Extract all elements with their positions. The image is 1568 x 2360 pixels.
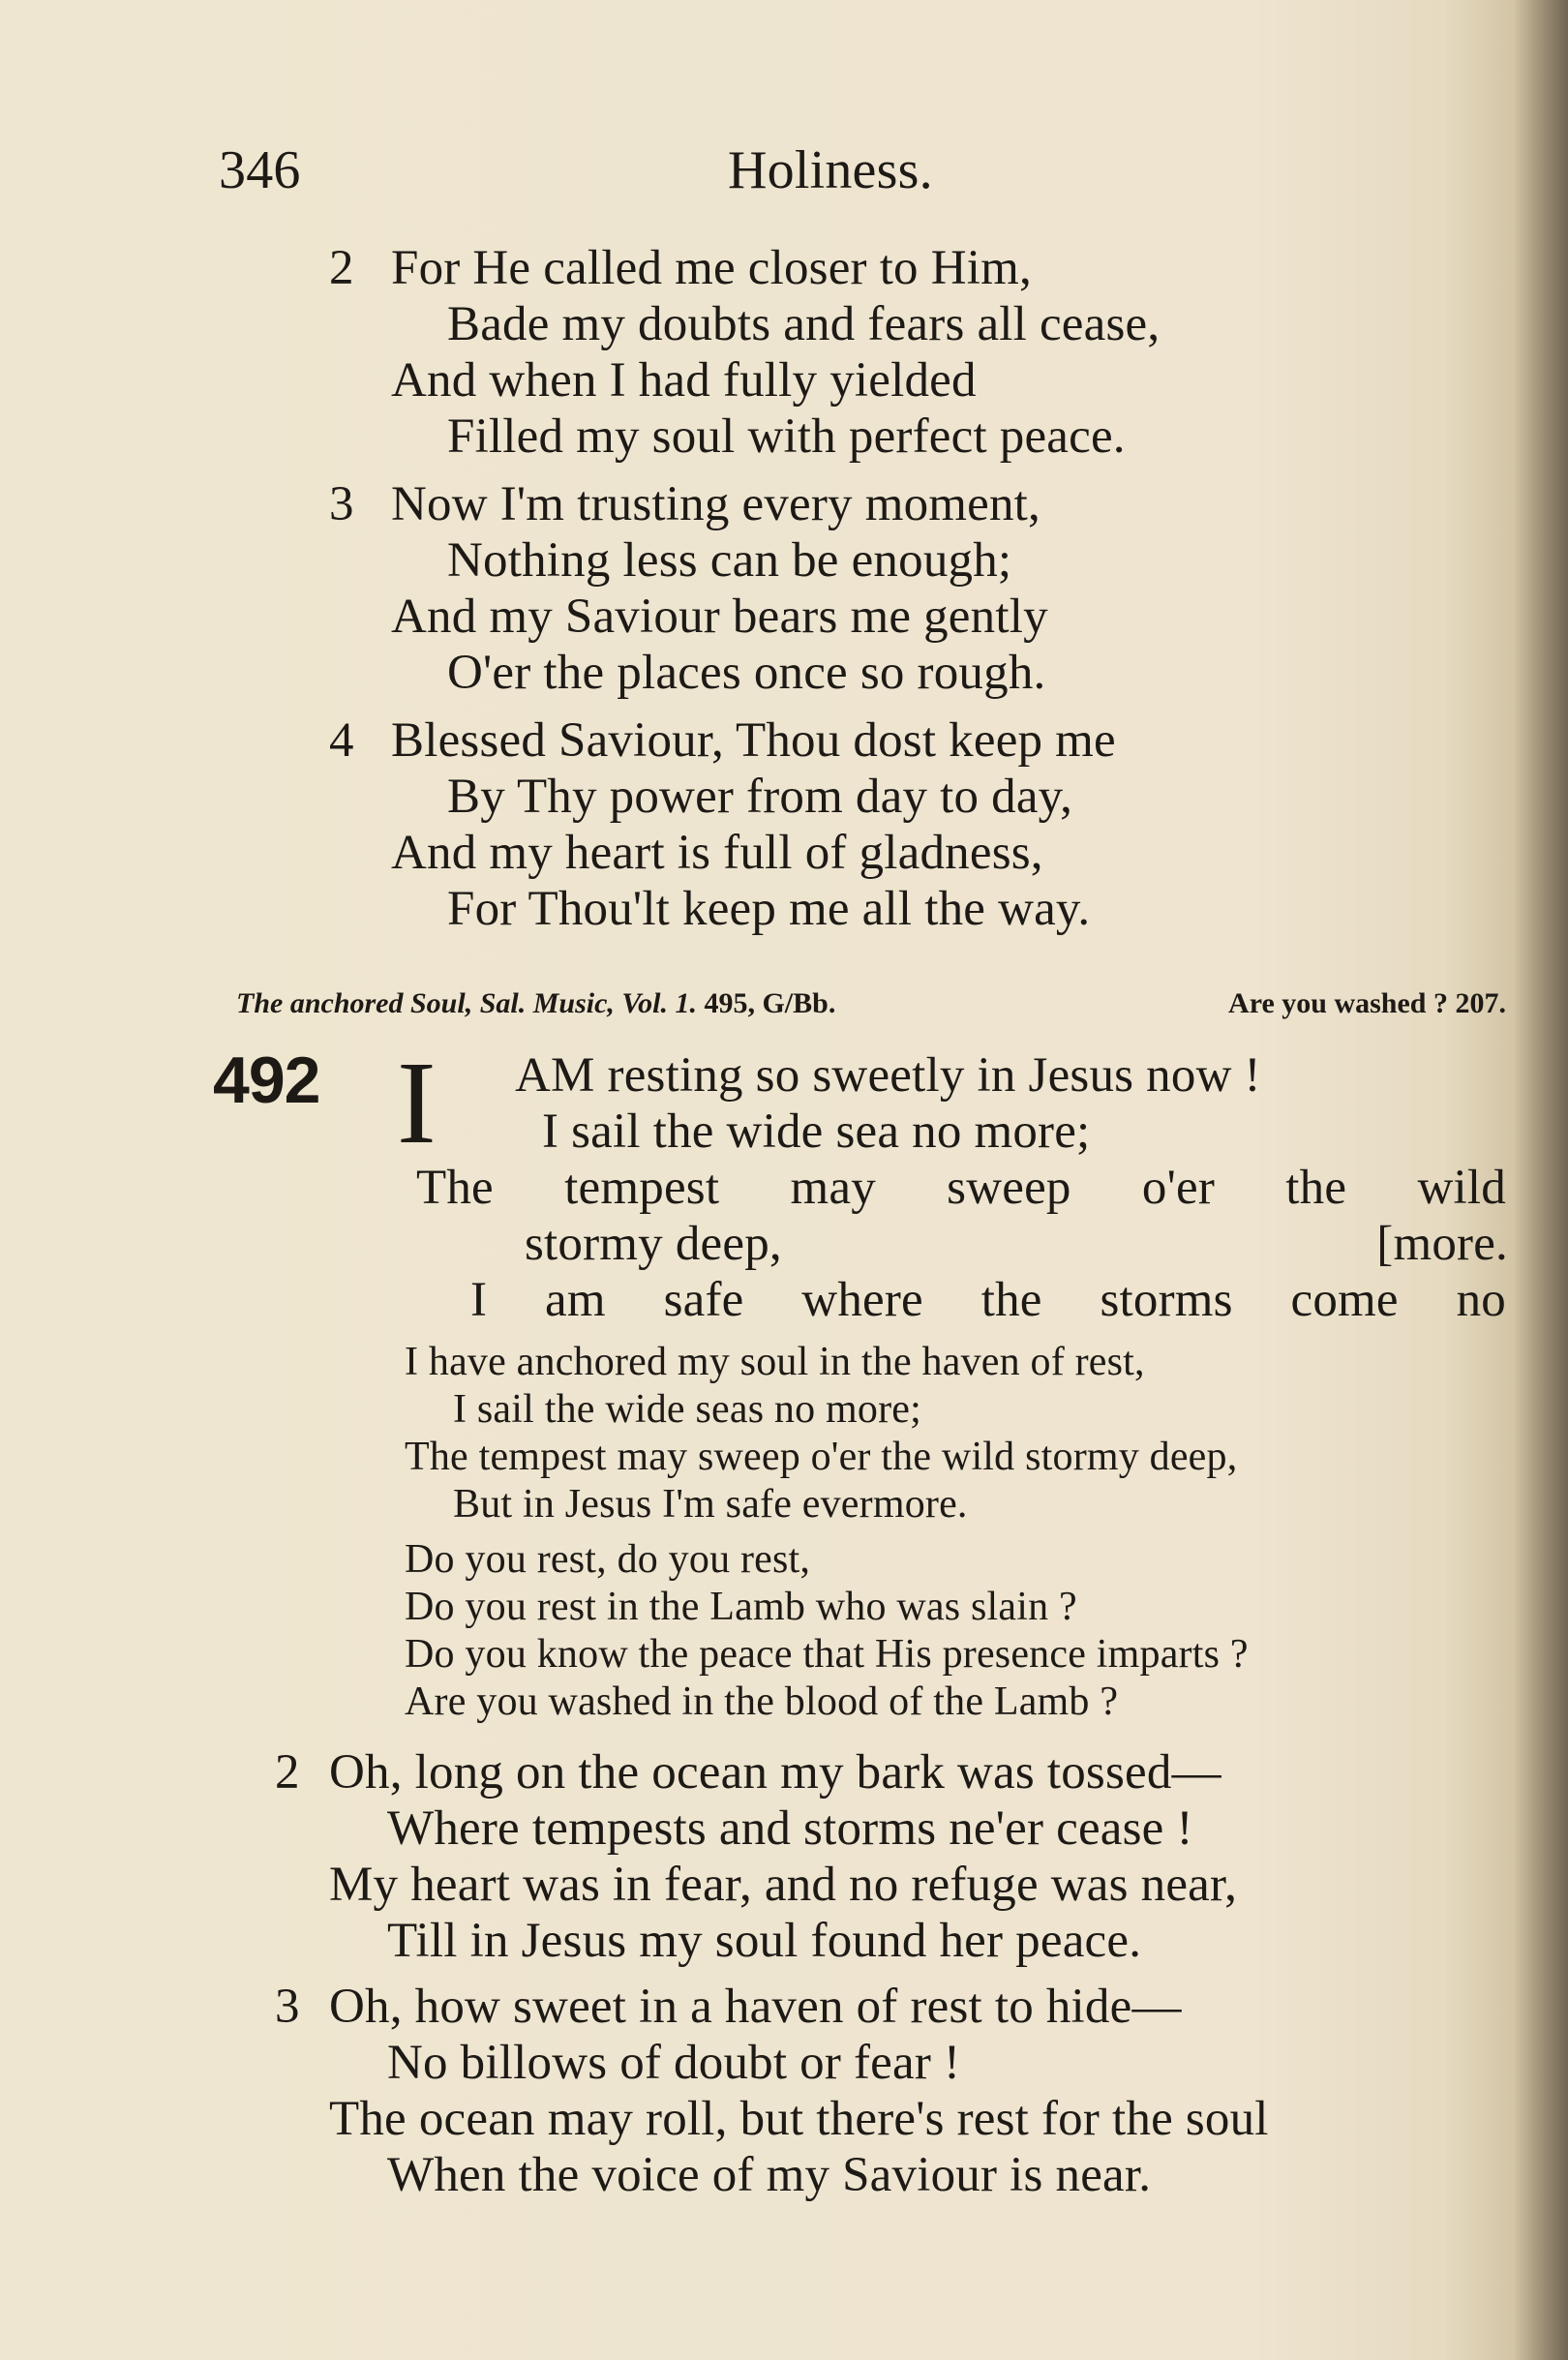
verse-line: Oh, long on the ocean my bark was tossed— [329,1745,1221,1800]
word: o'er [1141,1161,1216,1215]
verse-line-justified [416,1161,1506,1215]
verse-number: 3 [329,477,354,531]
word: storms [1100,1273,1233,1327]
verse-line: My heart was in fear, and no refuge was near, [329,1858,1238,1912]
verse-line: Oh, how sweet in a haven of rest to hide— [329,1980,1182,2034]
verse-line: No billows of doubt or fear ! [387,2036,961,2090]
running-title: Holiness. [728,140,933,200]
verse-line: And my Saviour bears me gently [391,590,1048,644]
chorus-line: I sail the wide seas no more; [453,1387,922,1432]
verse-number: 4 [329,713,354,768]
word: the [1285,1161,1347,1215]
chorus-line: But in Jesus I'm safe evermore. [453,1482,968,1527]
verse-line: For Thou'lt keep me all the way. [447,882,1091,936]
hymn-number: 492 [213,1044,320,1117]
verse-line: O'er the places once so rough. [447,646,1046,700]
refrain-line: Are you washed in the blood of the Lamb ? [405,1679,1119,1724]
word: safe [663,1273,744,1327]
word: no [1456,1273,1506,1327]
word: am [545,1273,606,1327]
page-number: 346 [219,140,301,200]
tune-line [236,989,1506,1018]
verse-line: Nothing less can be enough; [447,533,1012,588]
tune-number: 495, G/Bb. [704,987,836,1019]
drop-cap: I [397,1038,437,1168]
word: The [416,1161,494,1215]
word: sweep [947,1161,1071,1215]
word: may [790,1161,876,1215]
verse-line-justified [470,1273,1506,1327]
verse-line: Till in Jesus my soul found her peace. [387,1914,1142,1968]
word: come [1290,1273,1399,1327]
verse-line: AM resting so sweetly in Jesus now ! [515,1048,1261,1103]
verse-line: Where tempests and storms ne'er cease ! [387,1801,1193,1856]
refrain-line: Do you rest, do you rest, [405,1537,811,1582]
chorus-line: I have anchored my soul in the haven of rest, [405,1340,1145,1384]
refrain-line: Do you know the peace that His presence imparts ? [405,1632,1249,1677]
verse-number: 3 [275,1980,300,2034]
verse-number: 2 [275,1745,300,1800]
tune-title: The anchored Soul, [236,987,473,1019]
word: I [470,1273,488,1327]
word: the [980,1273,1042,1327]
verse-line: The ocean may roll, but there's rest for the soul [329,2092,1269,2146]
verse-line: stormy deep, [525,1217,782,1271]
tune-source: Sal. Music, Vol. 1. [479,987,697,1019]
word: wild [1417,1161,1506,1215]
refrain-line: Do you rest in the Lamb who was slain ? [405,1585,1077,1629]
verse-line: By Thy power from day to day, [447,770,1073,824]
verse-line: And when I had fully yielded [391,353,977,408]
word: tempest [564,1161,720,1215]
verse-line: Now I'm trusting every moment, [391,477,1040,531]
verse-line: Bade my doubts and fears all cease, [447,297,1161,351]
turnover-bracket: [more. [1376,1217,1508,1271]
cross-reference: Are you washed ? 207. [1228,987,1506,1019]
verse-line: Filled my soul with perfect peace. [447,409,1126,464]
verse-line: For He called me closer to Him, [391,241,1032,295]
verse-number: 2 [329,241,354,295]
chorus-line: The tempest may sweep o'er the wild stormy deep, [405,1435,1238,1479]
verse-line: When the voice of my Saviour is near. [387,2148,1152,2202]
verse-line: Blessed Saviour, Thou dost keep me [391,713,1116,768]
verse-line: And my heart is full of gladness, [391,826,1043,880]
verse-line: I sail the wide sea no more; [542,1104,1091,1159]
word: where [801,1273,923,1327]
